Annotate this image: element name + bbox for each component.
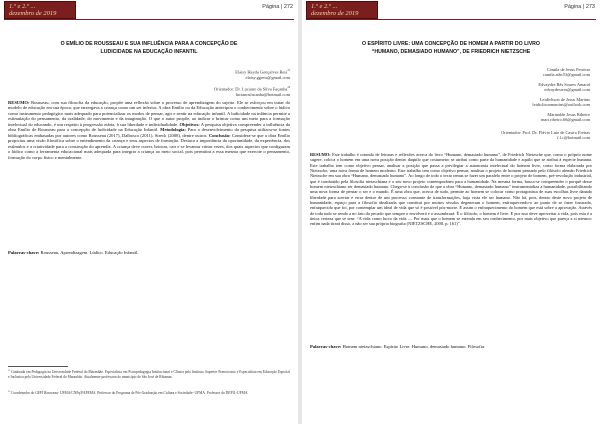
method-text: Para o desenvolvimento da pesquisa utilizou-se fontes bibliográficas embasadas por autores como Rousseau (2017), Dalbosco (2011), Streck (2008), dentre outros. xyxy=(8,127,291,138)
abstract-label: RESUMO: xyxy=(310,152,331,157)
keywords xyxy=(8,250,290,256)
keywords-label: Palavras-chave: xyxy=(310,344,342,349)
advisor-name: Orientador: Prof. Dr. Flávio Luiz de Castro Freitas xyxy=(501,130,590,135)
author-email: mari.ribeiro.66@gmail.com xyxy=(540,117,590,123)
conclusion-label: Conclusão: xyxy=(208,132,231,138)
advisor-block xyxy=(214,85,290,97)
event-banner xyxy=(306,1,378,19)
author-name: Edvaydes Rês Soares Amaral xyxy=(538,82,590,87)
author-email: edvaydesrres@gmail.com xyxy=(544,87,590,93)
author-email: camila.atbc53@gmail.com xyxy=(542,72,590,78)
advisor-name: Orientador: Dr. Luciano da Silva Façanha$^{26}$ xyxy=(213,86,290,92)
paper-title-line-1: O EMÍLIO DE ROUSSEAU E SUA INFLUÊNCIA PARA A CONCEPÇÃO DE xyxy=(60,41,238,47)
author-2 xyxy=(538,82,590,93)
author-name: Marinalde Jesus Ribeiro xyxy=(547,112,590,117)
page-number: Página | 272 xyxy=(262,4,293,10)
banner-line-1: 1.º e 2.º ... xyxy=(311,3,338,10)
header-divider xyxy=(306,19,596,20)
author-name: Elaisy Hayda Gonçalves Reis$^{25}$ xyxy=(235,69,290,75)
author-4 xyxy=(541,112,590,123)
header-divider xyxy=(4,19,294,20)
footnote-separator xyxy=(8,366,68,367)
page-number: Página | 273 xyxy=(564,4,595,10)
paper-title-line-2: “HUMANO, DEMASIADO HUMANO”, DE FRIEDRICH NIETZSCHE xyxy=(371,49,531,55)
abstract xyxy=(8,100,290,160)
conclusion-text: Considera-se que a obra Emílio propiciou uma visão filosófica sobre o entendimento da criança e seus aspectos de formação. Destaca a importância da oportunidade, da experiência, dos estímulos e a criatividade para a construção do aprendiz. A criança deve correr, brincar, cair e se levantar várias vezes, dos quais aspectos que configuram o lúdico como a ferramenta educacional mais adequada para integrar a criança ao meio social, pois permitirá a essa mesma que exercite o pensamento, formação do corpo físico e mentalmente. xyxy=(8,132,291,160)
advisor-block xyxy=(501,130,590,141)
abstract xyxy=(310,152,592,227)
keywords xyxy=(310,344,592,350)
right-page xyxy=(302,0,600,424)
advisor-email: lucianosfacanha@hotmail.com xyxy=(235,91,290,97)
keywords-text: Homem nietzschiano. Espírito Livre. Humano, demasiado humano. Filosofia. xyxy=(342,344,486,349)
author-name: Leidiclison de Jesus Martins xyxy=(539,97,590,102)
method-label: Metodologia: xyxy=(160,127,186,133)
left-page xyxy=(0,0,298,424)
paper-title-line-2: LUDICIDADE NA EDUCAÇÃO INFANTIL xyxy=(100,49,198,55)
author-email: elaisy.ggreis@gmail.com xyxy=(245,74,290,80)
abstract-text: Este trabalho é oriundo de leituras e reflexões acerca do livro “Humano, demasiado humano”, de Friedrich Nietzsche que, como o próprio nome sugere, coloca o homem em uma nova posição dentro daquilo que costumeiro se atribui como parte da humanidade e aquilo que se atribui à espécie humana. Este trabalho tem como objetivo pensar, analisar a posição que passa a privilegiar a autonomia intelectual do homem livre, como forma elaborada por Nietzsche, uma nova forma de homem moderno. Este trabalho tem como objetivo pensar, analisar o projeto de homem pensado pelo filósofo alemão Friedrich Nietzsche em sua obra “Humano, demasiado humano”. Ao longo de todo o texto temas se fazer um paralelo entre o projeto de homem, pré-revolução industrial, que é combatido pela filosofia nietzschiana e o seu novo projeto contemporâneo para a humanidade. Na mesma forma, busca-se compreender o porquê desse homem nietzschiano ser demasiado humano. Chega-se à conclusão de que a obra “Humano, demasiado humano” instrumentaliza a humanidade, possibilitando uma nova forma de pensar o ser e o mundo. É uma obra que, acerca de tudo, permite ao homem se colocar como protagonista de suas escolhas livre danado liberdade para acertar e errar dentro de um processo constante de transformações, haja vista ele ser humano. Não há, pois, dentro deste novo projeto de humanidade, espaço para a filosofia idealizada que constitui por muitos séculos degeneram o homem, enfraquecendo-o ao ponto de se fazer frustrado, enfraquecido que foi, por contemplar um ideal de vida que só é possível pós-morte. E assim o enfraquecimento do homem que está sobre a aprovação. Através de toda tudo se sendo a no fato do pecado que sempre o envolverá e o assombrará. É o filósofo, o homem é livre. E por isso deve aproveitar a vida, pois esta é a única certeza que se tem: “A vida como lucro da vida — Por mais que o homem se estenda em seu conhecimento, por mais objetivo que pareça a si mesmo: enfim nada tirará disso, a não ser sua própria biografia (NIETZSCHE, 2000, p. 161)”. xyxy=(310,152,592,227)
objective-text: A pesquisa objetiva compreender a influência da obra Emílio de Rousseau para a concepção de ludicidade na Educação Infantil. xyxy=(8,121,290,133)
banner-line-1: 1.º e 2.º ... xyxy=(9,3,36,10)
event-banner xyxy=(4,1,76,19)
keywords-label: Palavras-chave: xyxy=(8,250,40,255)
author-email: leidiclisonmartins@outlook.com xyxy=(532,102,590,108)
keywords-text: Rousseau. Aprendizagem. Lúdico. Educação Infantil. xyxy=(40,250,139,255)
paper-title-line-1: O ESPÍRITO LIVRE: UMA CONCEPÇÃO DE HOMEM A PARTIR DO LIVRO xyxy=(362,41,540,47)
banner-line-2: dezembro de 2019 xyxy=(311,10,359,17)
page-header xyxy=(302,0,600,20)
abstract-label: RESUMO: xyxy=(8,100,30,105)
footnote-2: $^{26}$ Coordenador do GEPI Rousseau- UFMA/CNPq/FAPEMA. Professor do Programa de Pós-Graduação em Cultura e Sociedade- UFMA. Professor do DEFIL-UFMA. xyxy=(8,391,249,396)
banner-line-2: dezembro de 2019 xyxy=(9,10,57,17)
author-1 xyxy=(543,67,590,78)
footnote-1: $^{25}$ Graduada em Pedagogia na Universidade Federal do Maranhão. Especialista em Psicopedagogia Institucional e Clínica pelo Instituto Superior Franciscano e Especialista em Educação Especial e Inclusiva pela Universidade Federal do Maranhão. Atualmente professora do município de São José de Ribamar. xyxy=(8,370,290,379)
page-header xyxy=(0,0,298,20)
author-block xyxy=(235,68,290,80)
abstract-text: Rousseau, com sua filosofia da educação, propõe uma reflexão sobre o processo de aprendizagem do sujeito. Ele se esforçou em tratar do modelo de educação em sua época, que enxergava a criança como um ser inferior. A obra Emílio ou da Educação antecipou o conhecimento sobre o lúdico como instrumento pedagógico mais adequado para potencializar os modos de pensar, agir e sentir na educação infantil. A ludicidade na infância permite a estimulação do pensamento, da oralidade, do movimento e da imaginação. O que o autor propõe, ao indicar o brincar como um meio para a formação intelectual do educando, é um respeito à progressão etária, à sua liberdade e individualidade. xyxy=(8,100,290,127)
advisor-email: f.l.c@hotmail.com xyxy=(557,135,590,141)
objective-label: Objetivos: xyxy=(179,121,200,127)
author-name: Camila de Jesus Ferreira xyxy=(546,67,590,72)
author-3 xyxy=(532,97,590,108)
